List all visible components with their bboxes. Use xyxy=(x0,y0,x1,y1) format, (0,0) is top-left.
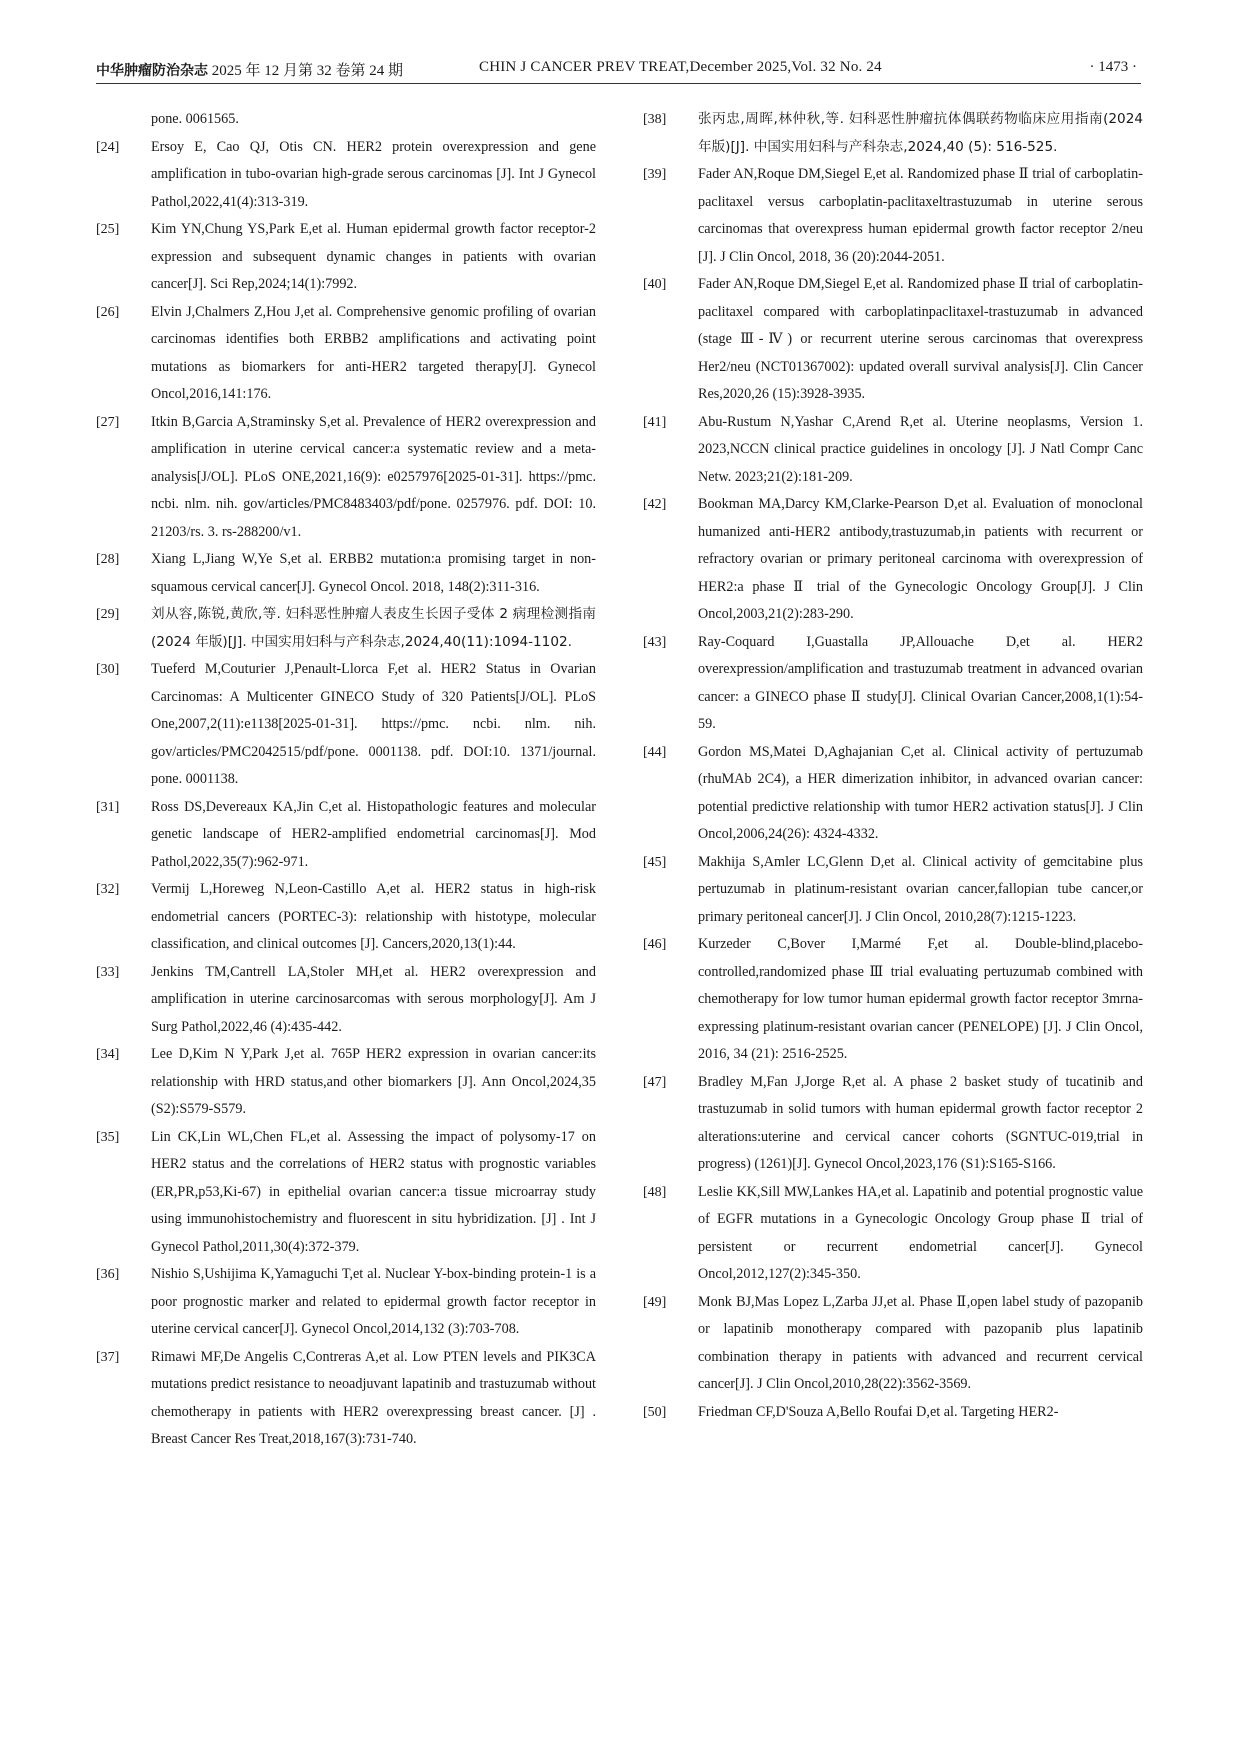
reference-item xyxy=(96,601,596,656)
reference-item xyxy=(96,1344,596,1454)
journal-title-en: CHIN J CANCER PREV TREAT,December 2025,Vol. 32 No. 24 xyxy=(479,59,882,75)
reference-item xyxy=(643,106,1143,161)
reference-number: [38] xyxy=(643,112,667,127)
reference-text: Jenkins TM,Cantrell LA,Stoler MH,et al. HER2 overexpression and amplification in uterine carcinosarcomas with serous morphology[J]. Am J Surg Pathol,2022,46 (4):435-442. xyxy=(151,963,596,1035)
reference-number: [47] xyxy=(643,1074,667,1090)
reference-number: [35] xyxy=(96,1129,120,1145)
reference-item xyxy=(643,1399,1143,1427)
reference-item xyxy=(643,931,1143,1069)
reference-number: [25] xyxy=(96,222,120,237)
reference-text: Lee D,Kim N Y,Park J,et al. 765P HER2 expression in ovarian cancer:its relationship with HRD status,and other biomarkers [J]. Ann Oncol,2024,35 (S2):S579-S579. xyxy=(151,1046,596,1117)
reference-number: [26] xyxy=(96,304,120,320)
reference-text: Nishio S,Ushijima K,Yamaguchi T,et al. Nuclear Y-box-binding protein-1 is a poor prognostic marker and related to epidermal growth factor receptor in uterine cervical cancer[J]. Gynecol Oncol,2014,132 (3):703-708. xyxy=(151,1266,596,1337)
reference-text: Ross DS,Devereaux KA,Jin C,et al. Histopathologic features and molecular genetic landscape of HER2-amplified endometrial carcinomas[J]. Mod Pathol,2022,35(7):962-971. xyxy=(151,798,596,870)
reference-number: [24] xyxy=(96,139,120,155)
reference-number: [50] xyxy=(643,1404,667,1420)
reference-text: Gordon MS,Matei D,Aghajanian C,et al. Clinical activity of pertuzumab (rhuMAb 2C4), a HER dimerization inhibitor, in advanced ovarian cancer: potential predictive relationship with tumor HER2 activation status[J]. J Clin Oncol,2006,24(26): 4324-4332. xyxy=(698,743,1143,842)
reference-item xyxy=(96,656,596,794)
reference-item xyxy=(96,546,596,601)
reference-text: Elvin J,Chalmers Z,Hou J,et al. Comprehensive genomic profiling of ovarian carcinomas identifies both ERBB2 amplifications and activating point mutations as biomarkers for anti-HER2 targeted therapy[J]. Gynecol Oncol,2016,141:176. xyxy=(151,303,596,402)
reference-number: [28] xyxy=(96,552,120,567)
reference-item xyxy=(643,491,1143,629)
reference-text: Kim YN,Chung YS,Park E,et al. Human epidermal growth factor receptor-2 expression and subsequent dynamic changes in patients with ovarian cancer[J]. Sci Rep,2024;14(1):7992. xyxy=(151,221,596,292)
reference-text: Itkin B,Garcia A,Straminsky S,et al. Prevalence of HER2 overexpression and amplification in uterine cervical cancer:a systematic review and a meta-analysis[J/OL]. PLoS ONE,2021,16(9): e0257976[2025-01-31]. https://pmc. ncbi. nlm. nih. gov/articles/PMC8483403/pdf/pone. 0257976. pdf. DOI: 10. 21203/rs. 3. rs-288200/v1. xyxy=(151,413,596,540)
issue-info-cn: 2025 年 12 月第 32 卷第 24 期 xyxy=(208,63,404,79)
reference-text: Xiang L,Jiang W,Ye S,et al. ERBB2 mutation:a promising target in non-squamous cervical cancer[J]. Gynecol Oncol. 2018, 148(2):311-316. xyxy=(151,551,596,595)
reference-number: [46] xyxy=(643,937,667,952)
reference-number: [48] xyxy=(643,1184,667,1200)
reference-number: [45] xyxy=(643,854,667,870)
reference-text: Kurzeder C,Bover I,Marmé F,et al. Double-blind,placebo-controlled,randomized phase Ⅲ trial evaluating pertuzumab combined with chemotherapy for low tumor human epidermal growth factor receptor 3mrna-expressing platinum-resistant ovarian cancer (PENELOPE) [J]. J Clin Oncol, 2016, 34 (21): 2516-2525. xyxy=(698,936,1143,1062)
reference-number: [44] xyxy=(643,744,667,760)
reference-text: Bookman MA,Darcy KM,Clarke-Pearson D,et al. Evaluation of monoclonal humanized anti-HER2 antibody,trastuzumab,in patients with recurrent or refractory ovarian or primary peritoneal carcinoma with overexpression of HER2:a phase Ⅱ trial of the Gynecologic Oncology Group[J]. J Clin Oncol,2003,21(2):283-290. xyxy=(698,496,1143,622)
reference-text: Tueferd M,Couturier J,Penault-Llorca F,et al. HER2 Status in Ovarian Carcinomas: A Multicenter GINECO Study of 320 Patients[J/OL]. PLoS One,2007,2(11):e1138[2025-01-31]. https://pmc. ncbi. nlm. nih. gov/articles/PMC2042515/pdf/pone. 0001138. pdf. DOI:10. 1371/journal. pone. 0001138. xyxy=(151,661,596,787)
reference-item xyxy=(643,1289,1143,1399)
reference-number: [39] xyxy=(643,167,667,182)
reference-text: Bradley M,Fan J,Jorge R,et al. A phase 2 basket study of tucatinib and trastuzumab in solid tumors with human epidermal growth factor receptor 2 alterations:uterine and cervical cancer cohorts (SGNTUC-019,trial in progress) (1261)[J]. Gynecol Oncol,2023,176 (S1):S165-S166. xyxy=(698,1073,1143,1172)
reference-number: [42] xyxy=(643,497,667,512)
reference-text: Lin CK,Lin WL,Chen FL,et al. Assessing the impact of polysomy-17 on HER2 status and the correlations of HER2 status with prognostic variables (ER,PR,p53,Ki-67) in epithelial ovarian cancer:a tissue microarray study using immunohistochemistry and fluorescent in situ hybridization. [J] . Int J Gynecol Pathol,2011,30(4):372-379. xyxy=(151,1128,596,1255)
running-header xyxy=(96,57,1141,84)
reference-text: Abu-Rustum N,Yashar C,Arend R,et al. Uterine neoplasms, Version 1. 2023,NCCN clinical practice guidelines in oncology [J]. J Natl Compr Canc Netw. 2023;21(2):181-209. xyxy=(698,413,1143,485)
reference-text: 张丙忠,周晖,林仲秋,等. 妇科恶性肿瘤抗体偶联药物临床应用指南(2024 年版)[J]. 中国实用妇科与产科杂志,2024,40 (5): 516-525. xyxy=(698,111,1143,155)
reference-number: [40] xyxy=(643,277,667,292)
reference-number: [49] xyxy=(643,1294,667,1310)
reference-item xyxy=(96,1124,596,1262)
reference-text: Fader AN,Roque DM,Siegel E,et al. Randomized phase Ⅱ trial of carboplatin-paclitaxel compared with carboplatinpaclitaxel-trastuzumab in advanced (stage Ⅲ-Ⅳ) or recurrent uterine serous carcinomas that overexpress Her2/neu (NCT01367002): updated overall survival analysis[J]. Clin Cancer Res,2020,26 (15):3928-3935. xyxy=(698,276,1143,402)
reference-item xyxy=(643,849,1143,932)
reference-number: [41] xyxy=(643,414,667,430)
journal-title-cn: 中华肿瘤防治杂志 2025 年 12 月第 32 卷第 24 期 xyxy=(96,63,404,79)
reference-text: Friedman CF,D'Souza A,Bello Roufai D,et al. Targeting HER2- xyxy=(698,1403,1059,1420)
reference-text: 刘从容,陈锐,黄欣,等. 妇科恶性肿瘤人表皮生长因子受体 2 病理检测指南(2024 年版)[J]. 中国实用妇科与产科杂志,2024,40(11):1094-1102. xyxy=(151,606,596,650)
reference-number: [33] xyxy=(96,964,120,980)
reference-item xyxy=(643,629,1143,739)
reference-item xyxy=(643,161,1143,271)
reference-item xyxy=(96,409,596,547)
reference-item xyxy=(643,739,1143,849)
reference-item xyxy=(96,794,596,877)
reference-item xyxy=(96,1041,596,1124)
reference-item xyxy=(96,216,596,299)
reference-text: Fader AN,Roque DM,Siegel E,et al. Randomized phase Ⅱ trial of carboplatin-paclitaxel versus carboplatin-paclitaxeltrastuzumab in uterine serous carcinomas that overexpress human epidermal growth factor receptor 2/neu [J]. J Clin Oncol, 2018, 36 (20):2044-2051. xyxy=(698,166,1143,265)
reference-text: Vermij L,Horeweg N,Leon-Castillo A,et al. HER2 status in high-risk endometrial cancers (PORTEC-3): relationship with histotype, molecular classification, and clinical outcomes [J]. Cancers,2020,13(1):44. xyxy=(151,881,596,952)
reference-item xyxy=(643,1179,1143,1289)
reference-item xyxy=(643,271,1143,409)
reference-text: Rimawi MF,De Angelis C,Contreras A,et al. Low PTEN levels and PIK3CA mutations predict resistance to neoadjuvant lapatinib and trastuzumab without chemotherapy in patients with HER2 overexpressing breast cancer. [J] . Breast Cancer Res Treat,2018,167(3):731-740. xyxy=(151,1348,596,1447)
reference-text: Monk BJ,Mas Lopez L,Zarba JJ,et al. Phase Ⅱ,open label study of pazopanib or lapatinib monotherapy compared with pazopanib plus lapatinib combination therapy in patients with advanced and recurrent cervical cancer[J]. J Clin Oncol,2010,28(22):3562-3569. xyxy=(698,1293,1143,1392)
reference-continuation: pone. 0061565. xyxy=(151,111,239,127)
reference-number: [36] xyxy=(96,1267,120,1282)
reference-item xyxy=(96,299,596,409)
reference-number: [43] xyxy=(643,634,667,650)
reference-text: Makhija S,Amler LC,Glenn D,et al. Clinical activity of gemcitabine plus pertuzumab in platinum-resistant ovarian cancer,fallopian tube cancer,or primary peritoneal cancer[J]. J Clin Oncol, 2010,28(7):1215-1223. xyxy=(698,853,1143,925)
reference-number: [32] xyxy=(96,882,120,897)
reference-text: Ersoy E, Cao QJ, Otis CN. HER2 protein overexpression and gene amplification in tubo-ovarian high-grade serous carcinomas [J]. Int J Gynecol Pathol,2022,41(4):313-319. xyxy=(151,138,596,210)
reference-number: [27] xyxy=(96,414,120,430)
page-number: · 1473 · xyxy=(1089,59,1137,75)
reference-item xyxy=(96,876,596,959)
reference-text: Leslie KK,Sill MW,Lankes HA,et al. Lapatinib and potential prognostic value of EGFR mutations in a Gynecologic Oncology Group phase Ⅱ trial of persistent or recurrent endometrial cancer[J]. Gynecol Oncol,2012,127(2):345-350. xyxy=(698,1183,1143,1282)
reference-item xyxy=(96,959,596,1042)
reference-text: Ray-Coquard I,Guastalla JP,Allouache D,et al. HER2 overexpression/amplification and trastuzumab treatment in advanced ovarian cancer: a GINECO phase Ⅱ study[J]. Clinical Ovarian Cancer,2008,1(1):54-59. xyxy=(698,633,1143,732)
right-column xyxy=(643,106,1143,1426)
reference-number: [31] xyxy=(96,799,120,815)
left-column xyxy=(96,106,596,1454)
reference-item xyxy=(643,1069,1143,1179)
reference-number: [29] xyxy=(96,607,120,622)
reference-item xyxy=(96,134,596,217)
reference-number: [37] xyxy=(96,1349,120,1365)
reference-item xyxy=(96,1261,596,1344)
reference-number: [30] xyxy=(96,662,120,677)
reference-number: [34] xyxy=(96,1047,120,1062)
reference-item xyxy=(643,409,1143,492)
